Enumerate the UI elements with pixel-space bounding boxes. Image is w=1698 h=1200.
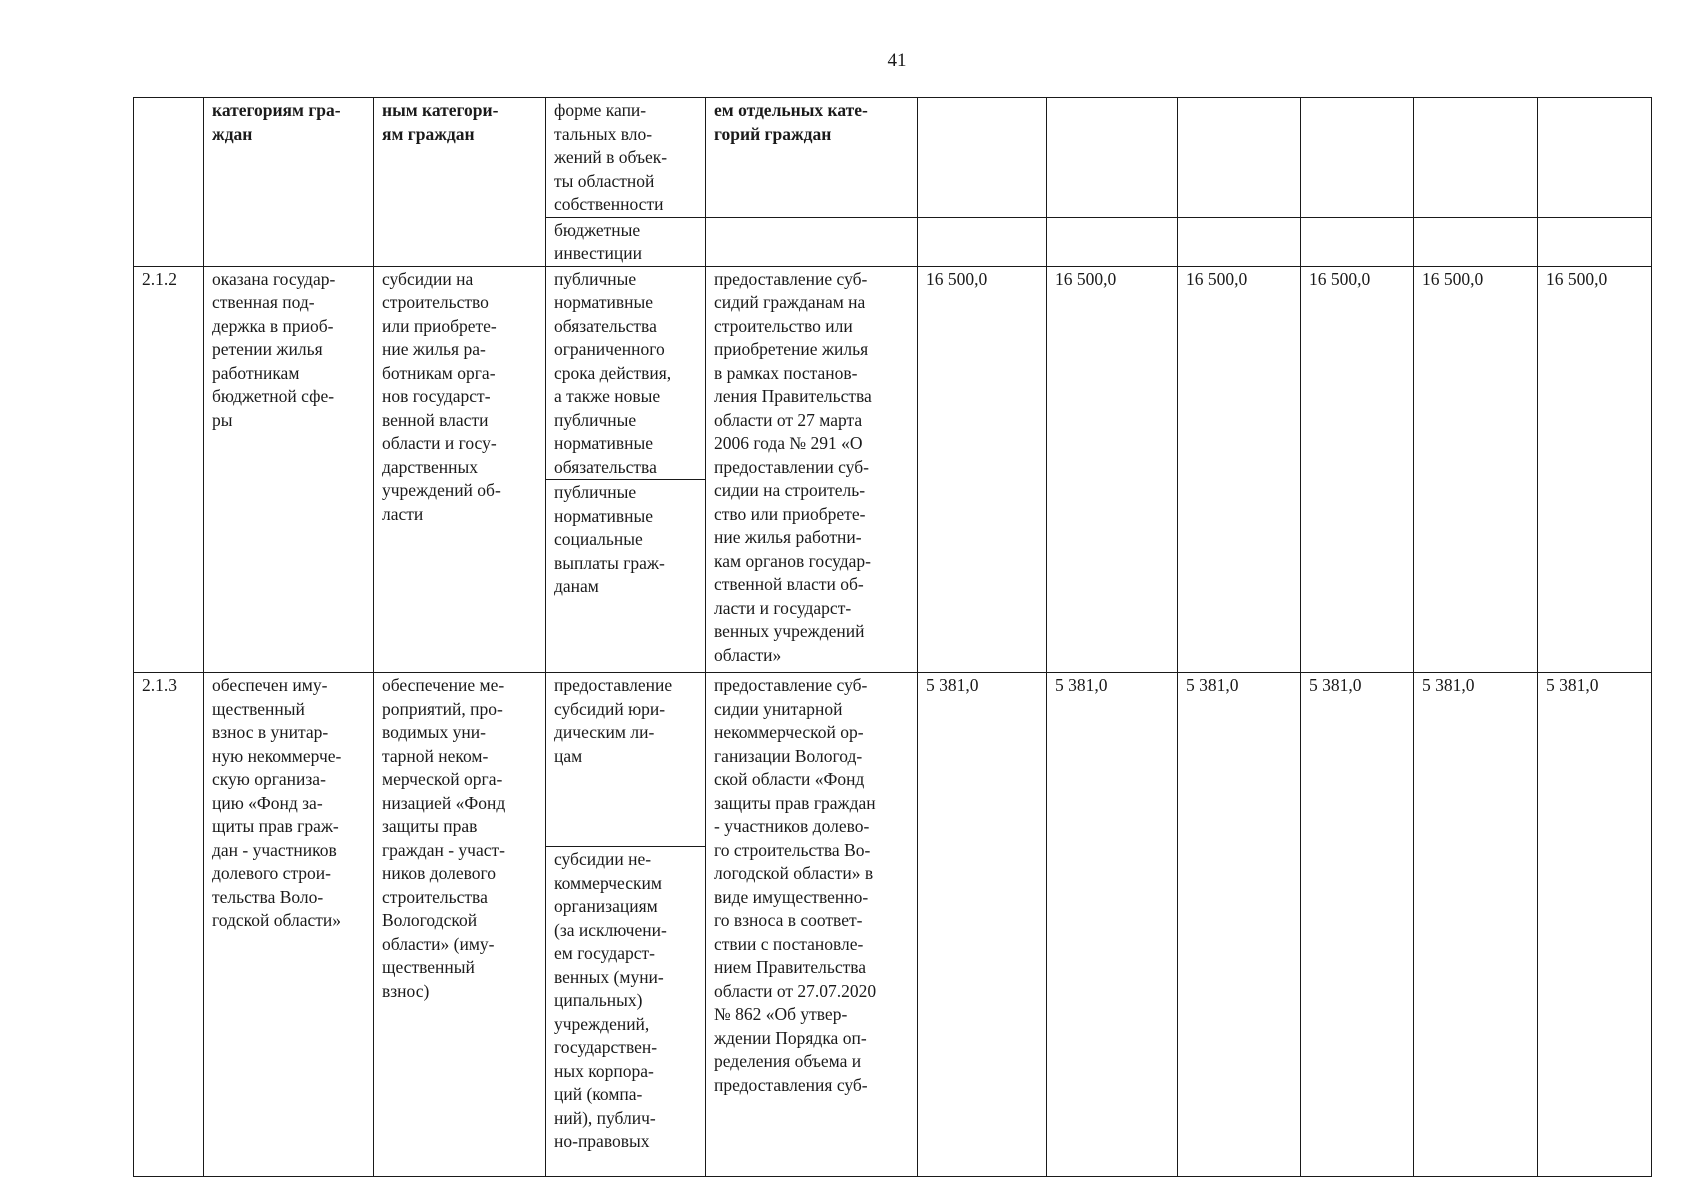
header-cell-value-2-sub bbox=[1047, 217, 1178, 266]
header-cell-expense-type-a: форме капи- тальных вло- жений в объек- ты областной собственности bbox=[546, 98, 706, 218]
header-cell-measure: ным категори- ям граждан bbox=[374, 98, 546, 267]
row-measure: обеспечение ме- роприятий, про- водимых уни- тарной неком- мерческой орга- низацией «Фонд защиты прав граждан - участ- ников долевого строительства Вологодской области» (иму- щественный взнос) bbox=[374, 673, 546, 1177]
row-expense-type-b: субсидии не- коммерческим организациям (за исключени- ем государст- венных (муни- ципальных) учреждений, государствен- ных корпора- ций (компа- ний), публич- но-правовых bbox=[546, 847, 706, 1177]
row-result: обеспечен иму- щественный взнос в унитар- ную некоммерче- скую организа- цию «Фонд за- щиты прав граж- дан - участников долевого строи- тельства Воло- годской области» bbox=[204, 673, 374, 1177]
row-value-2: 16 500,0 bbox=[1047, 266, 1178, 673]
row-value-5: 16 500,0 bbox=[1414, 266, 1538, 673]
header-cell-value-5 bbox=[1414, 98, 1538, 218]
header-cell-value-4-sub bbox=[1301, 217, 1414, 266]
row-direction: предоставление суб- сидий гражданам на строительство или приобретение жилья в рамках постанов- ления Правительства области от 27 марта 2006 года № 291 «О предоставлении суб- сидии на строитель- ство или приобрете- ние жилья работни- кам органов государ- ственной власти об- ласти и государст- венных учреждений области» bbox=[706, 266, 918, 673]
row-code: 2.1.3 bbox=[134, 673, 204, 1177]
header-cell-expense-type-b: бюджетные инвестиции bbox=[546, 217, 706, 266]
header-cell-value-1 bbox=[918, 98, 1047, 218]
row-value-4: 16 500,0 bbox=[1301, 266, 1414, 673]
header-cell-value-2 bbox=[1047, 98, 1178, 218]
row-value-1: 16 500,0 bbox=[918, 266, 1047, 673]
row-result: оказана государ- ственная под- держка в приоб- ретении жилья работникам бюджетной сфе- ры bbox=[204, 266, 374, 673]
header-cell-value-1-sub bbox=[918, 217, 1047, 266]
header-cell-value-6 bbox=[1538, 98, 1652, 218]
header-cell-value-5-sub bbox=[1414, 217, 1538, 266]
row-value-4: 5 381,0 bbox=[1301, 673, 1414, 1177]
row-value-5: 5 381,0 bbox=[1414, 673, 1538, 1177]
header-cell-value-3 bbox=[1178, 98, 1301, 218]
header-cell-result: категориям гра- ждан bbox=[204, 98, 374, 267]
header-cell-value-4 bbox=[1301, 98, 1414, 218]
table-row bbox=[134, 673, 1652, 847]
header-cell-value-3-sub bbox=[1178, 217, 1301, 266]
budget-table bbox=[133, 97, 1652, 1177]
row-expense-type-a: публичные нормативные обязательства ограниченного срока действия, а также новые публичные нормативные обязательства bbox=[546, 266, 706, 480]
header-cell-value-6-sub bbox=[1538, 217, 1652, 266]
row-expense-type-b: публичные нормативные социальные выплаты граж- данам bbox=[546, 480, 706, 673]
row-value-6: 5 381,0 bbox=[1538, 673, 1652, 1177]
table-row bbox=[134, 266, 1652, 480]
header-cell-code bbox=[134, 98, 204, 267]
row-value-3: 5 381,0 bbox=[1178, 673, 1301, 1177]
page-number: 41 bbox=[887, 50, 907, 71]
row-code: 2.1.2 bbox=[134, 266, 204, 673]
header-cell-direction-sub bbox=[706, 217, 918, 266]
header-cell-direction: ем отдельных кате- горий граждан bbox=[706, 98, 918, 218]
row-value-6: 16 500,0 bbox=[1538, 266, 1652, 673]
row-value-3: 16 500,0 bbox=[1178, 266, 1301, 673]
row-expense-type-a: предоставление субсидий юри- дическим ли- цам bbox=[546, 673, 706, 847]
row-value-2: 5 381,0 bbox=[1047, 673, 1178, 1177]
row-value-1: 5 381,0 bbox=[918, 673, 1047, 1177]
header-row bbox=[134, 98, 1652, 218]
row-direction: предоставление суб- сидии унитарной некоммерческой ор- ганизации Вологод- ской области «Фонд защиты прав граждан - участников долево- го строительства Во- логодской области» в виде имущественно- го взноса в соответ- ствии с постановле- нием Правительства области от 27.07.2020 № 862 «Об утвер- ждении Порядка оп- ределения объема и предоставления суб- bbox=[706, 673, 918, 1177]
row-measure: субсидии на строительство или приобрете- ние жилья ра- ботникам орга- нов государст- венной власти области и госу- дарственных учреждений об- ласти bbox=[374, 266, 546, 673]
